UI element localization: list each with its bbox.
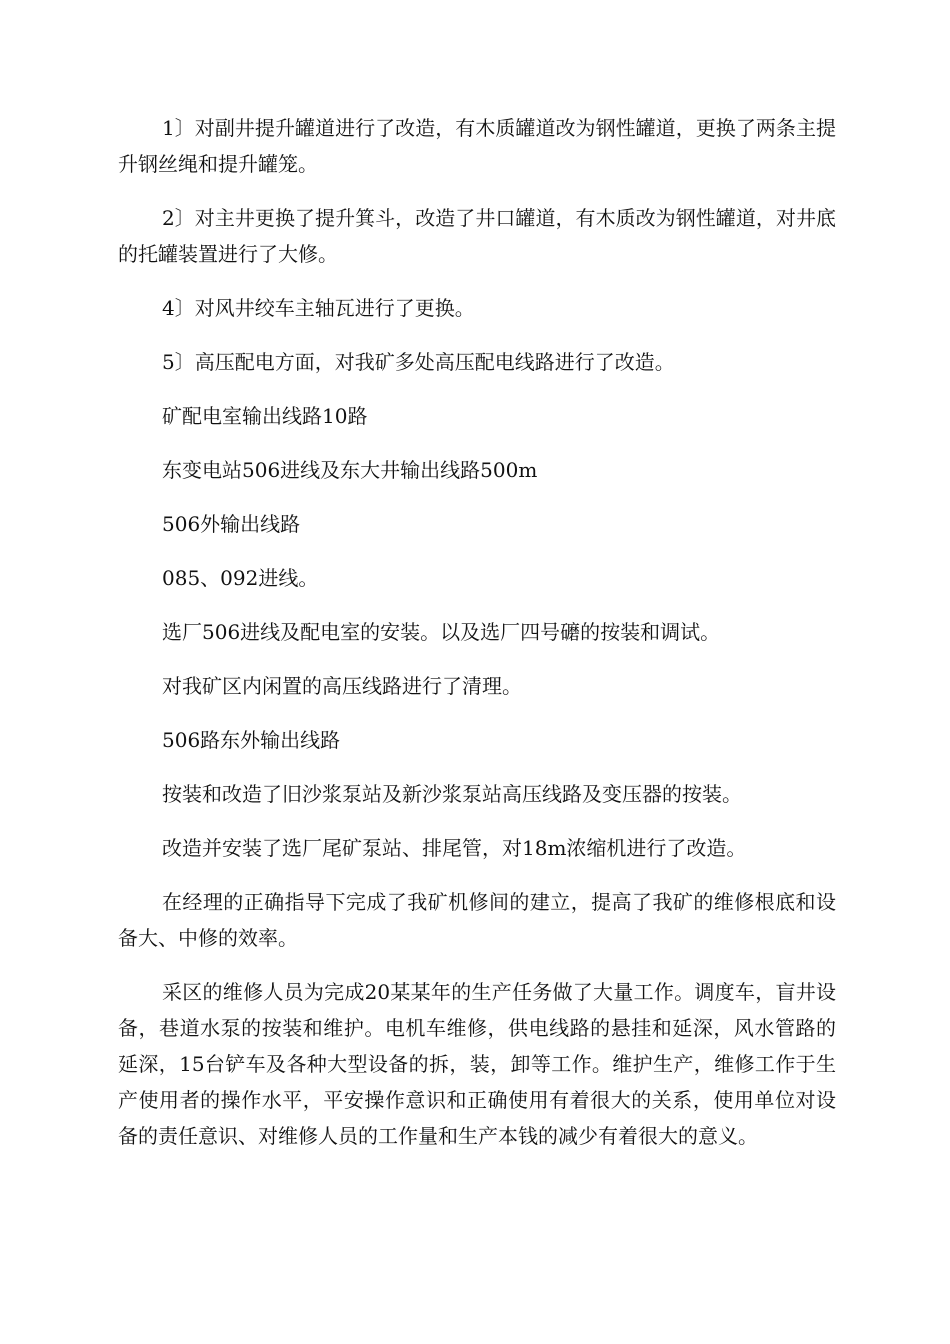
paragraph-slurry-pump-stations: 按装和改造了旧沙浆泵站及新沙浆泵站高压线路及变压器的按装。 (162, 782, 742, 806)
paragraph-incoming-lines: 085、092进线。 (162, 566, 319, 590)
document-body (118, 110, 836, 1154)
paragraph-506-outer-line: 506外输出线路 (162, 512, 301, 536)
paragraph-tailings-pump: 改造并安装了选厂尾矿泵站、排尾管，对18m浓缩机进行了改造。 (162, 836, 747, 860)
paragraph-plant-installation: 选厂506进线及配电室的安装。以及选厂四号礳的按装和调试。 (162, 620, 721, 644)
paragraph-east-substation: 东变电站506进线及东大井输出线路500m (162, 458, 538, 482)
paragraph-506-east-line: 506路东外输出线路 (162, 728, 341, 752)
paragraph-idle-lines-cleanup: 对我矿区内闲置的高压线路进行了清理。 (162, 674, 522, 698)
paragraph-distribution-room: 矿配电室输出线路10路 (162, 404, 368, 428)
paragraph-mining-area-maintenance: 采区的维修人员为完成20某某年的生产任务做了大量工作。调度车，盲井设备，巷道水泵的按装和维护。电机车维修，供电线路的悬挂和延深，风水管路的延深，15台铲车及各种大型设备的拆，装，卸等工作。维护生产，维修工作于生产使用者的操作水平，平安操作意识和正确使用有着很大的关系，使用单位对设备的责任意识、对维修人员的工作量和生产本钱的减少有着很大的意义。 (118, 980, 836, 1148)
paragraph-ventilation-shaft: 4〕对风井绞车主轴瓦进行了更换。 (162, 296, 475, 320)
paragraph-repair-workshop: 在经理的正确指导下完成了我矿机修间的建立，提高了我矿的维修根底和设备大、中修的效率。 (118, 890, 836, 950)
paragraph-main-shaft: 2〕对主井更换了提升箕斗，改造了井口罐道，有木质改为钢性罐道，对井底的托罐装置进行了大修。 (118, 206, 836, 266)
paragraph-auxiliary-shaft: 1〕对副井提升罐道进行了改造，有木质罐道改为钢性罐道，更换了两条主提升钢丝绳和提升罐笼。 (118, 116, 836, 176)
paragraph-high-voltage: 5〕高压配电方面，对我矿多处高压配电线路进行了改造。 (162, 350, 675, 374)
